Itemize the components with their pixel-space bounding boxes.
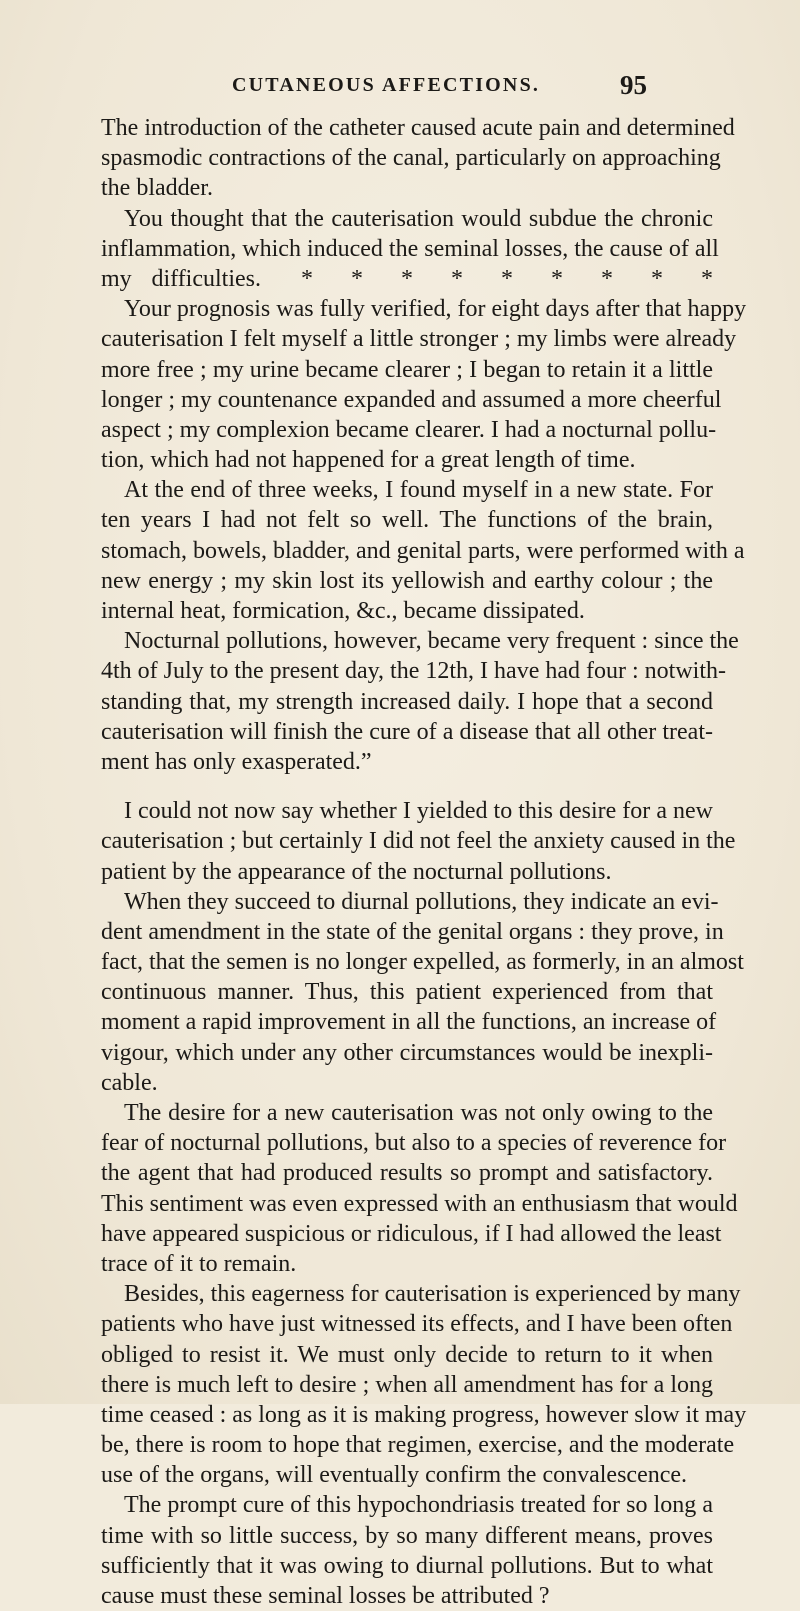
- text-line: spasmodic contractions of the canal, particularly on approaching: [101, 145, 721, 172]
- text-line: Your prognosis was fully verified, for eight days after that happy: [124, 296, 747, 323]
- text-line: cauterisation ; but certainly I did not feel the anxiety caused in the: [101, 828, 736, 855]
- text-line: more free ; my urine became clearer ; I began to retain it a little: [101, 356, 713, 383]
- text-line: obliged to resist it. We must only decide to return to it when: [101, 1341, 713, 1368]
- text-line: tion, which had not happened for a great length of time.: [101, 447, 636, 474]
- text-line: aspect ; my complexion became clearer. I had a nocturnal pollu-: [101, 416, 717, 443]
- text-line: The desire for a new cauterisation was not only owing to the: [124, 1100, 713, 1126]
- text-line: cauterisation will finish the cure of a disease that all other treat-: [101, 718, 713, 745]
- text-line: the bladder.: [101, 175, 213, 202]
- text-line: sufficiently that it was owing to diurnal pollutions. But to what: [101, 1552, 713, 1579]
- text-line: At the end of three weeks, I found myself in a new state. For: [124, 477, 713, 504]
- text-line: patient by the appearance of the nocturnal pollutions.: [101, 858, 612, 885]
- text-line: continuous manner. Thus, this patient experienced from that: [101, 979, 713, 1006]
- text-line: vigour, which under any other circumstances would be inexpli-: [101, 1039, 713, 1066]
- text-line: new energy ; my skin lost its yellowish and earthy colour ; the: [101, 567, 713, 594]
- text-line: When they succeed to diurnal pollutions, they indicate an evi-: [124, 888, 719, 915]
- text-line: The introduction of the catheter caused acute pain and determined: [101, 115, 735, 141]
- text-line: internal heat, formication, &c., became dissipated.: [101, 598, 585, 624]
- text-line: Besides, this eagerness for cauterisation is experienced by many: [124, 1281, 741, 1308]
- text-line: cause must these seminal losses be attributed ?: [101, 1583, 550, 1609]
- text-line: have appeared suspicious or ridiculous, if I had allowed the least: [101, 1220, 722, 1247]
- running-title: CUTANEOUS AFFECTIONS.: [232, 74, 541, 96]
- text-line: ment has only exasperated.”: [101, 748, 372, 775]
- text-line: standing that, my strength increased daily. I hope that a second: [101, 688, 713, 715]
- body-text: [101, 113, 747, 1611]
- running-head: [0, 70, 800, 104]
- text-line: trace of it to remain.: [101, 1250, 297, 1277]
- text-line: This sentiment was even expressed with an enthusiasm that would: [101, 1190, 738, 1217]
- text-line: fear of nocturnal pollutions, but also to a species of reverence for: [101, 1130, 727, 1157]
- text-line: time with so little success, by so many different means, proves: [101, 1522, 713, 1549]
- text-line: I could not now say whether I yielded to this desire for a new: [124, 798, 713, 825]
- text-fragment: my difficulties.: [101, 265, 261, 292]
- text-line: Nocturnal pollutions, however, became very frequent : since the: [124, 628, 739, 655]
- text-line: 4th of July to the present day, the 12th, I have had four : notwith-: [101, 658, 726, 685]
- text-line: ten years I had not felt so well. The functions of the brain,: [101, 507, 713, 534]
- text-line: cauterisation I felt myself a little stronger ; my limbs were already: [101, 326, 737, 353]
- text-line: use of the organs, will eventually confirm the convalescence.: [101, 1462, 688, 1489]
- asterisk-row: * * * * * * * * *: [301, 265, 713, 292]
- text-line: fact, that the semen is no longer expelled, as formerly, in an almost: [101, 949, 744, 976]
- text-line: patients who have just witnessed its effects, and I have been often: [101, 1311, 733, 1338]
- text-line: You thought that the cauterisation would subdue the chronic: [124, 205, 713, 232]
- text-line: longer ; my countenance expanded and assumed a more cheerful: [101, 386, 722, 413]
- text-line: inflammation, which induced the seminal losses, the cause of all: [101, 235, 719, 262]
- text-line: moment a rapid improvement in all the functions, an increase of: [101, 1009, 717, 1036]
- text-line: the agent that had produced results so prompt and satisfactory.: [101, 1160, 713, 1187]
- text-line: be, there is room to hope that regimen, exercise, and the moderate: [101, 1432, 735, 1459]
- page-number: 95: [620, 70, 647, 100]
- text-line: stomach, bowels, bladder, and genital parts, were performed with a: [101, 537, 745, 564]
- text-line-with-asterisks: [101, 264, 713, 294]
- text-line: cable.: [101, 1069, 158, 1096]
- text-line: time ceased : as long as it is making progress, however slow it may: [101, 1401, 747, 1428]
- text-line: dent amendment in the state of the genital organs : they prove, in: [101, 918, 724, 945]
- section-gap: [101, 777, 713, 796]
- text-line: The prompt cure of this hypochondriasis treated for so long a: [124, 1492, 713, 1519]
- text-line: there is much left to desire ; when all amendment has for a long: [101, 1371, 713, 1398]
